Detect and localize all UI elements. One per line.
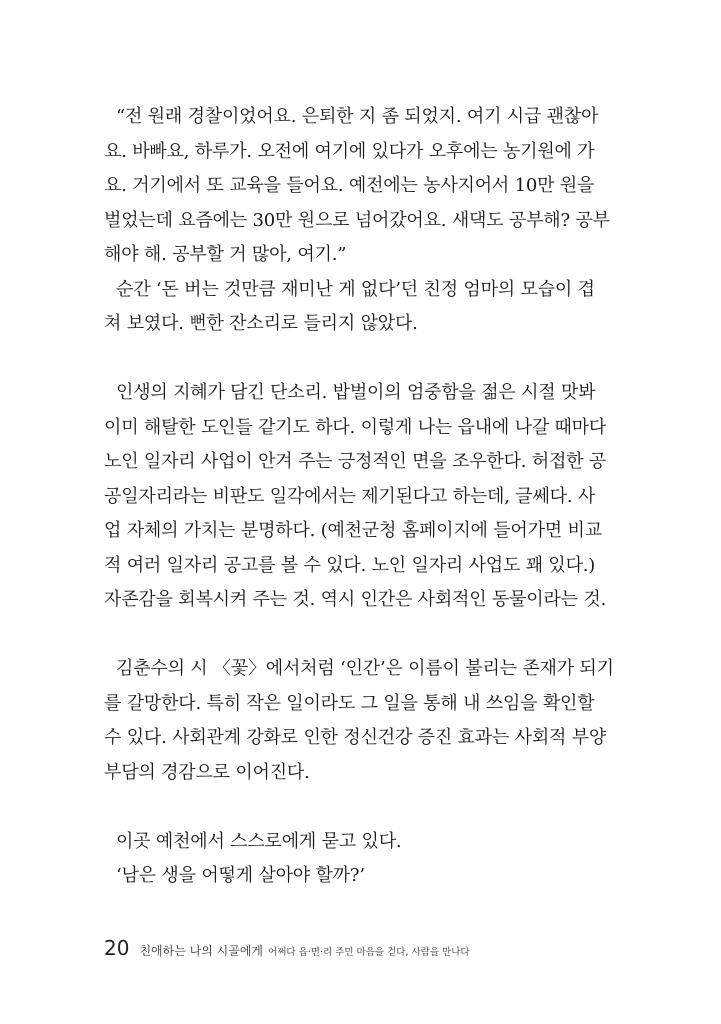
text-line: 인생의 지혜가 담긴 단소리. 밥벌이의 엄중함을 젊은 시절 맛봐 (116, 382, 596, 403)
text-line: 공일자리라는 비판도 일각에서는 제기된다고 하는데, 글쎄다. 사 (104, 485, 596, 507)
text-line: 수 있다. 사회관계 강화로 인한 정신건강 증진 효과는 사회적 부양 (104, 727, 607, 748)
page-footer (104, 936, 470, 966)
paragraph (104, 376, 607, 618)
text-line: ‘남은 생을 어떻게 살아야 할까?’ (116, 865, 365, 886)
text-line: 업 자체의 가치는 분명하다. (예천군청 홈페이지에 들어가면 비교 (104, 520, 602, 541)
paragraph (104, 825, 604, 894)
text-line: 자존감을 회복시켜 주는 것. 역시 인간은 사회적인 동물이라는 것. (104, 589, 607, 610)
text-line: “전 원래 경찰이었어요. 은퇴한 지 좀 되었지. 여기 시급 괜찮아 (116, 106, 599, 127)
body-text (104, 100, 614, 894)
text-line: 부담의 경감으로 이어진다. (104, 761, 310, 783)
text-line: 이곳 예천에서 스스로에게 묻고 있다. (116, 830, 402, 852)
paragraph (104, 100, 610, 273)
text-line: 벌었는데 요즘에는 30만 원으로 넘어갔어요. 새댁도 공부해? 공부 (104, 209, 610, 231)
paragraph (104, 652, 614, 790)
text-line: 를 갈망한다. 특히 작은 일이라도 그 일을 통해 내 쓰임을 확인할 (104, 692, 595, 714)
paragraph (104, 273, 604, 342)
text-line: 순간 ‘돈 버는 것만큼 재미난 게 없다’던 친정 엄마의 모습이 겹 (116, 278, 595, 300)
text-line: 요. 바빠요, 하루가. 오전에 여기에 있다가 오후에는 농기원에 가 (104, 140, 595, 162)
running-subtitle: 어쩌다 읍·면·리 주민 마음을 걷다, 사람을 만나다 (268, 947, 470, 958)
text-line: 해야 해. 공부할 거 많아, 여기.” (104, 244, 347, 265)
text-line: 적 여러 일자리 공고를 볼 수 있다. 노인 일자리 사업도 꽤 있다.) (104, 554, 596, 576)
text-line: 쳐 보였다. 뻔한 잔소리로 들리지 않았다. (104, 313, 418, 334)
text-line: 김춘수의 시 〈꽃〉에서처럼 ‘인간’은 이름이 불리는 존재가 되기 (116, 658, 614, 679)
paragraph-gap (104, 790, 604, 825)
text-line: 이미 해탈한 도인들 같기도 하다. 이렇게 나는 읍내에 나갈 때마다 (104, 416, 607, 438)
paragraph-gap (104, 342, 604, 377)
page-number: 20 (104, 936, 130, 960)
running-title: 친애하는 나의 시골에게 (139, 944, 264, 958)
paragraph-gap (104, 618, 604, 653)
text-line: 요. 거기에서 또 교육을 들어요. 예전에는 농사지어서 10만 원을 (104, 175, 595, 196)
text-line: 노인 일자리 사업이 안겨 주는 긍정적인 면을 조우한다. 허접한 공 (104, 451, 607, 472)
